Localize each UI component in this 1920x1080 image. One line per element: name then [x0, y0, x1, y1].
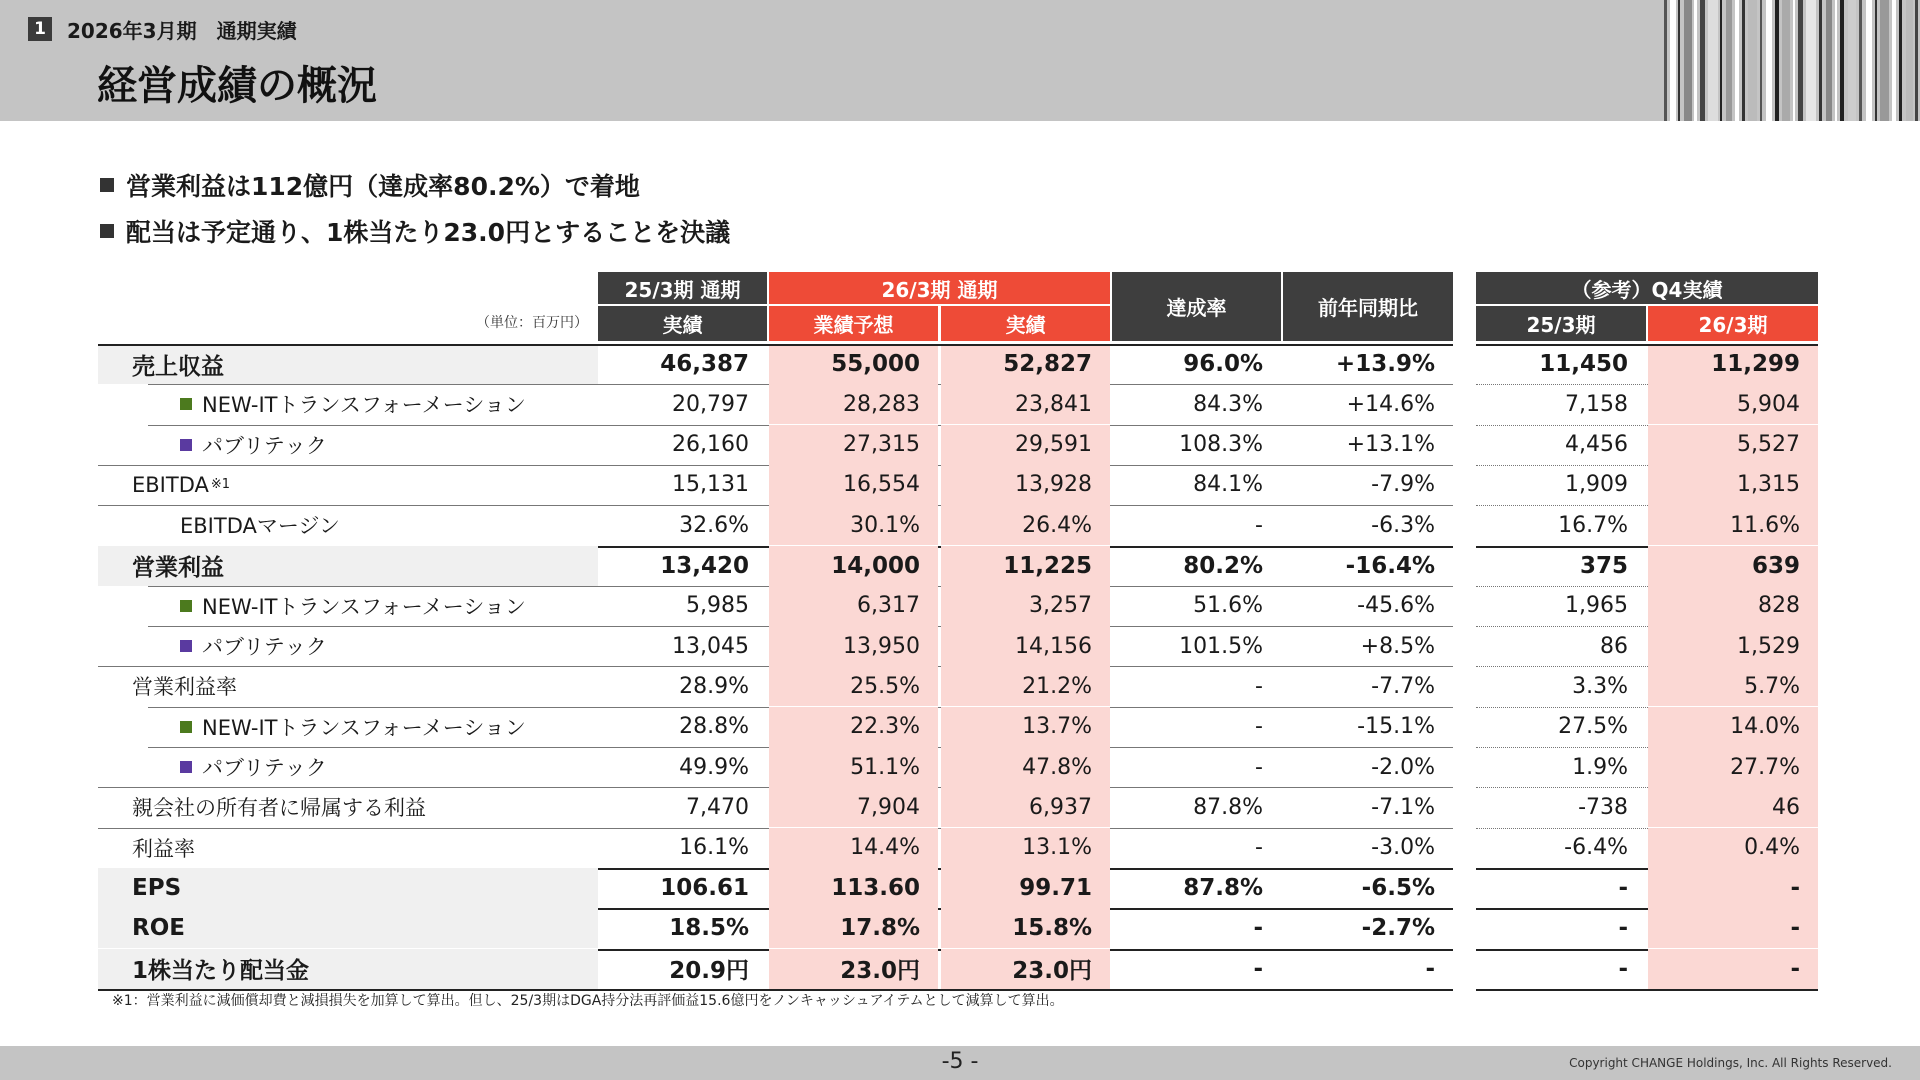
section-number-badge: 1 [28, 17, 52, 41]
table-cell: 30.1% [769, 505, 938, 545]
footnote: ※1：営業利益に減価償却費と減損損失を加算して算出。但し、25/3期はDGA持分法再評価益15.6億円をノンキャッシュアイテムとして減算して算出。 [112, 993, 1064, 1009]
table-cell: 15.8% [941, 908, 1110, 948]
table-cell: 28,283 [769, 384, 938, 424]
row-label [98, 949, 598, 989]
table-cell: 6,317 [769, 586, 938, 626]
row-label-text: ROE [132, 915, 185, 942]
table-cell: 7,158 [1565, 391, 1628, 417]
table-cell: 55,000 [769, 344, 938, 384]
table-cell: 1,909 [1565, 472, 1628, 498]
row-label [98, 546, 598, 586]
row-label-text: NEW-ITトランスフォーメーション [202, 393, 526, 418]
row-label [98, 908, 598, 948]
header-q4-fy26: 26/3期 [1648, 306, 1818, 341]
table-cell: 14.0% [1648, 707, 1818, 747]
table-cell: 7,904 [769, 787, 938, 827]
row-label [98, 384, 598, 424]
table-cell: 47.8% [941, 747, 1110, 787]
table-cell: 23.0円 [769, 949, 938, 989]
header-q4-fy25: 25/3期 [1476, 306, 1646, 341]
row-label-text: EBITDAマージン [180, 514, 340, 539]
table-cell: 20.9円 [669, 958, 749, 984]
header-fy25-actual: 実績 [598, 306, 767, 341]
header-fy25-group: 25/3期 通期 [598, 272, 767, 304]
row-label-text: 親会社の所有者に帰属する利益 [132, 796, 426, 821]
table-row [0, 828, 1920, 868]
table-cell: 3.3% [1572, 673, 1628, 699]
table-cell: 87.8% [1193, 794, 1263, 820]
header-yoy: 前年同期比 [1283, 272, 1453, 341]
table-cell: -7.1% [1371, 794, 1435, 820]
page-number: -5 - [941, 1049, 979, 1074]
table-cell: 13,950 [769, 626, 938, 666]
row-label [98, 626, 598, 666]
table-top-rule [1476, 344, 1818, 346]
row-label-text: 1株当たり配当金 [132, 958, 310, 984]
page-title: 経営成績の概況 [97, 63, 377, 109]
table-cell: 28.9% [679, 673, 749, 699]
table-cell: 46,387 [660, 351, 749, 377]
row-label [98, 425, 598, 465]
row-label-text: 営業利益 [132, 555, 224, 581]
row-label [98, 828, 598, 868]
table-cell: 49.9% [679, 754, 749, 780]
table-cell: 5,904 [1648, 384, 1818, 424]
table-cell: - [1648, 949, 1818, 989]
table-row [0, 747, 1920, 787]
row-label-text: EBITDA [132, 472, 209, 497]
table-cell: 6,937 [941, 787, 1110, 827]
table-cell: - [1253, 915, 1263, 942]
table-cell: 27.7% [1648, 747, 1818, 787]
table-top-rule [98, 344, 1453, 346]
table-cell: 11,225 [941, 546, 1110, 586]
table-cell: - [1425, 955, 1435, 982]
square-bullet-icon [100, 224, 114, 238]
row-label-text: 営業利益率 [132, 675, 237, 700]
table-cell: +13.9% [1335, 351, 1435, 377]
table-cell: -6.4% [1564, 835, 1628, 861]
table-cell: - [1618, 955, 1628, 982]
table-cell: +14.6% [1346, 391, 1435, 417]
row-label-text: パブリテック [202, 756, 327, 780]
row-label-text: パブリテック [202, 433, 327, 458]
table-cell: 14,156 [941, 626, 1110, 666]
table-cell: - [1255, 673, 1263, 699]
barcode-decoration [1660, 0, 1920, 121]
square-bullet-icon [100, 178, 114, 192]
table-cell: 11,450 [1539, 351, 1628, 377]
table-cell: 23,841 [941, 384, 1110, 424]
table-cell: 96.0% [1183, 351, 1263, 377]
key-points [100, 168, 730, 260]
table-cell: -2.7% [1361, 915, 1435, 942]
table-cell: 11,299 [1648, 344, 1818, 384]
table-cell: 46 [1648, 787, 1818, 827]
row-label [98, 505, 598, 545]
table-cell: 18.5% [669, 915, 749, 942]
table-cell: 13,928 [941, 465, 1110, 505]
row-label [98, 666, 598, 706]
table-cell: 14.4% [769, 828, 938, 868]
table-cell: 14,000 [769, 546, 938, 586]
row-label-text: EPS [132, 874, 182, 901]
table-cell: -738 [1578, 794, 1628, 820]
table-cell: 23.0円 [941, 949, 1110, 989]
table-cell: 87.8% [1183, 874, 1263, 901]
table-cell: - [1648, 868, 1818, 908]
table-cell: 1,315 [1648, 465, 1818, 505]
table-row [0, 868, 1920, 908]
table-row [0, 465, 1920, 505]
row-divider [1476, 989, 1818, 991]
table-cell: 106.61 [660, 874, 749, 901]
table-cell: 108.3% [1179, 432, 1263, 458]
row-label-text: 利益率 [132, 836, 195, 861]
table-cell: -6.3% [1371, 512, 1435, 538]
table-cell: 26,160 [672, 432, 749, 458]
header-achievement-rate: 達成率 [1112, 272, 1281, 341]
table-cell: - [1255, 512, 1263, 538]
table-cell: 27.5% [1558, 714, 1628, 740]
table-cell: 84.1% [1193, 472, 1263, 498]
table-cell: 4,456 [1565, 432, 1628, 458]
table-cell: 7,470 [686, 794, 749, 820]
table-cell: 22.3% [769, 707, 938, 747]
table-cell: 86 [1600, 633, 1628, 659]
table-row [0, 626, 1920, 666]
table-cell: +8.5% [1360, 633, 1435, 659]
row-label [98, 747, 598, 787]
table-cell: 25.5% [769, 666, 938, 706]
table-cell: 11.6% [1648, 505, 1818, 545]
header-fy26-forecast: 業績予想 [769, 306, 938, 341]
table-cell: -2.0% [1371, 754, 1435, 780]
row-label [98, 787, 598, 827]
table-cell: - [1618, 915, 1628, 942]
table-cell: 13,420 [660, 552, 749, 579]
table-row [0, 505, 1920, 545]
table-cell: 15,131 [672, 472, 749, 498]
table-row [0, 787, 1920, 827]
table-cell: 26.4% [941, 505, 1110, 545]
green-square-marker-icon [180, 398, 192, 410]
table-cell: 639 [1648, 546, 1818, 586]
table-cell: 52,827 [941, 344, 1110, 384]
table-cell: 3,257 [941, 586, 1110, 626]
row-label [98, 465, 598, 505]
table-cell: 99.71 [941, 868, 1110, 908]
table-cell: - [1618, 874, 1628, 901]
table-row [0, 546, 1920, 586]
table-cell: 13.1% [941, 828, 1110, 868]
table-cell: +13.1% [1346, 432, 1435, 458]
table-cell: 0.4% [1648, 828, 1818, 868]
table-cell: 29,591 [941, 425, 1110, 465]
purple-square-marker-icon [180, 439, 192, 451]
table-row [0, 666, 1920, 706]
table-cell: 101.5% [1179, 633, 1263, 659]
table-cell: 80.2% [1183, 552, 1263, 579]
table-cell: -7.7% [1371, 673, 1435, 699]
table-cell: -6.5% [1361, 874, 1435, 901]
table-cell: 375 [1579, 552, 1628, 579]
header-fy26-group: 26/3期 通期 [769, 272, 1110, 304]
table-cell: 5,527 [1648, 425, 1818, 465]
row-label-text: 売上収益 [132, 353, 224, 380]
row-label-text: NEW-ITトランスフォーメーション [202, 715, 526, 740]
table-cell: 16,554 [769, 465, 938, 505]
table-cell: 21.2% [941, 666, 1110, 706]
table-row [0, 586, 1920, 626]
unit-label: （単位：百万円） [476, 315, 588, 331]
table-cell: 5,985 [686, 593, 749, 619]
row-label [98, 707, 598, 747]
key-point-text: 営業利益は112億円（達成率80.2%）で着地 [126, 172, 640, 201]
table-cell: -3.0% [1371, 835, 1435, 861]
header-q4-group: （参考）Q4実績 [1476, 272, 1818, 304]
table-cell: -15.1% [1357, 714, 1435, 740]
table-row [0, 908, 1920, 948]
row-label [98, 868, 598, 908]
table-cell: 32.6% [679, 512, 749, 538]
key-point-text: 配当は予定通り、1株当たり23.0円とすることを決議 [126, 218, 731, 247]
table-cell: 13.7% [941, 707, 1110, 747]
table-cell: - [1253, 955, 1263, 982]
table-cell: 20,797 [672, 391, 749, 417]
footnote-marker: ※1 [210, 477, 231, 493]
table-cell: - [1255, 835, 1263, 861]
table-cell: 51.1% [769, 747, 938, 787]
table-row [0, 949, 1920, 989]
row-label [98, 586, 598, 626]
table-cell: 51.6% [1193, 593, 1263, 619]
table-cell: 113.60 [769, 868, 938, 908]
purple-square-marker-icon [180, 640, 192, 652]
table-cell: -7.9% [1371, 472, 1435, 498]
green-square-marker-icon [180, 600, 192, 612]
table-cell: 17.8% [769, 908, 938, 948]
table-cell: 16.7% [1558, 512, 1628, 538]
table-cell: -16.4% [1345, 552, 1435, 579]
table-cell: 28.8% [679, 714, 749, 740]
table-cell: 1,529 [1648, 626, 1818, 666]
table-row [0, 707, 1920, 747]
header-fy26-actual: 実績 [941, 306, 1110, 341]
table-cell: 13,045 [672, 633, 749, 659]
table-row [0, 425, 1920, 465]
row-label [98, 344, 598, 384]
copyright: Copyright CHANGE Holdings, Inc. All Rights Reserved. [1569, 1056, 1892, 1070]
table-cell: - [1255, 754, 1263, 780]
table-cell: 27,315 [769, 425, 938, 465]
table-cell: - [1648, 908, 1818, 948]
key-point-2 [100, 214, 730, 248]
table-cell: 16.1% [679, 835, 749, 861]
table-cell: 5.7% [1648, 666, 1818, 706]
green-square-marker-icon [180, 721, 192, 733]
purple-square-marker-icon [180, 761, 192, 773]
row-label-text: パブリテック [202, 635, 327, 660]
row-label-text: NEW-ITトランスフォーメーション [202, 594, 526, 619]
table-row [0, 384, 1920, 424]
key-point-1 [100, 168, 730, 202]
table-cell: 828 [1648, 586, 1818, 626]
table-cell: 84.3% [1193, 391, 1263, 417]
table-row [0, 344, 1920, 384]
table-cell: - [1255, 714, 1263, 740]
table-cell: -45.6% [1357, 593, 1435, 619]
table-cell: 1.9% [1572, 754, 1628, 780]
section-label: 2026年3月期 通期実績 [67, 19, 297, 43]
table-cell: 1,965 [1565, 593, 1628, 619]
